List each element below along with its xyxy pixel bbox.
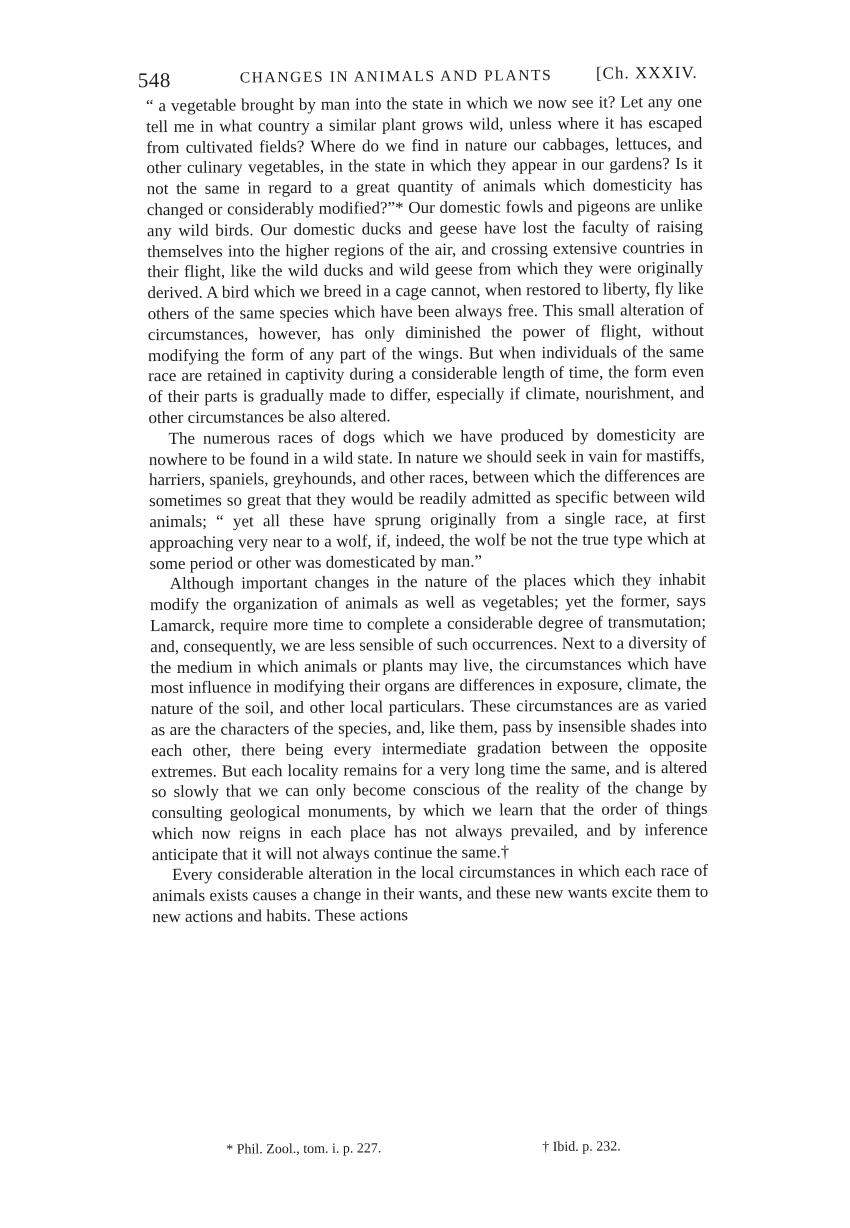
body-text bbox=[146, 92, 709, 928]
paragraph-dogs: The numerous races of dogs which we have produced by domesticity are nowhere to be found in a wild state. In nature we should seek in vain for mastiffs, harriers, spaniels, greyhounds, and other races, between which the differences are sometimes so great that they would be readily admitted as specific between wild animals; “ yet all these have sprung originally from a single race, at first approaching very near to a wolf, if, indeed, the wolf be not the true type which at some period or other was domesticated by man.” bbox=[148, 424, 706, 573]
chapter-label: [Ch. XXXIV. bbox=[595, 62, 698, 83]
paragraph-local-changes: Although important changes in the nature of the places which they inhabit modify the organization of animals as well as vegetables; yet the former, says Lamarck, require more time to complete a considerable degree of transmutation; and, consequently, we are less sensible of such occurrences. Next to a diversity of the medium in which animals or plants may live, the circumstances which have most influence in modifying their organs are differences in exposure, climate, the nature of the soil, and other local particulars. These circumstances are as varied as are the characters of the species, and, like them, pass by insensible shades into each other, there being every intermediate gradation between the opposite extremes. But each locality remains for a very long time the same, and is altered so slowly that we can only become conscious of the reality of the change by consulting geological monuments, by which we learn that the order of things which now reigns in each place has not always prevailed, and by inference anticipate that it will not always continue the same.† bbox=[149, 570, 708, 864]
page-number: 548 bbox=[137, 67, 171, 93]
paragraph-wants: Every considerable alteration in the local circumstances in which each race of animals exists causes a change in their wants, and these new wants excite them to new actions and habits. These actions bbox=[152, 861, 709, 927]
footnotes bbox=[154, 1139, 710, 1167]
footnote-phil-zool: * Phil. Zool., tom. i. p. 227. bbox=[226, 1141, 382, 1158]
paragraph-continued: “ a vegetable brought by man into the state in which we now see it? Let any one tell me in what country a similar plant grows wild, unless where it has escaped from cultivated fields? Where do we find in nature our cabbages, lettuces, and other culinary vegetables, in the state in which they appear in our gardens? Is it not the same in regard to a great quantity of animals which domesticity has changed or considerably modified?”* Our domestic fowls and pigeons are unlike any wild birds. Our domestic ducks and geese have lost the faculty of raising themselves into the higher regions of the air, and crossing extensive countries in their flight, like the wild ducks and wild geese from which they were originally derived. A bird which we breed in a cage cannot, when restored to liberty, fly like others of the same species which have been always free. This small alteration of circumstances, however, has only diminished the power of flight, without modifying the form of any part of the wings. But when individuals of the same race are retained in captivity during a considerable length of time, the form even of their parts is gradually made to differ, especially if climate, nourishment, and other circumstances be also altered. bbox=[145, 91, 705, 428]
footnote-ibid: † Ibid. p. 232. bbox=[542, 1139, 621, 1156]
running-title: CHANGES IN ANIMALS AND PLANTS bbox=[239, 66, 553, 87]
page-header bbox=[138, 58, 698, 92]
